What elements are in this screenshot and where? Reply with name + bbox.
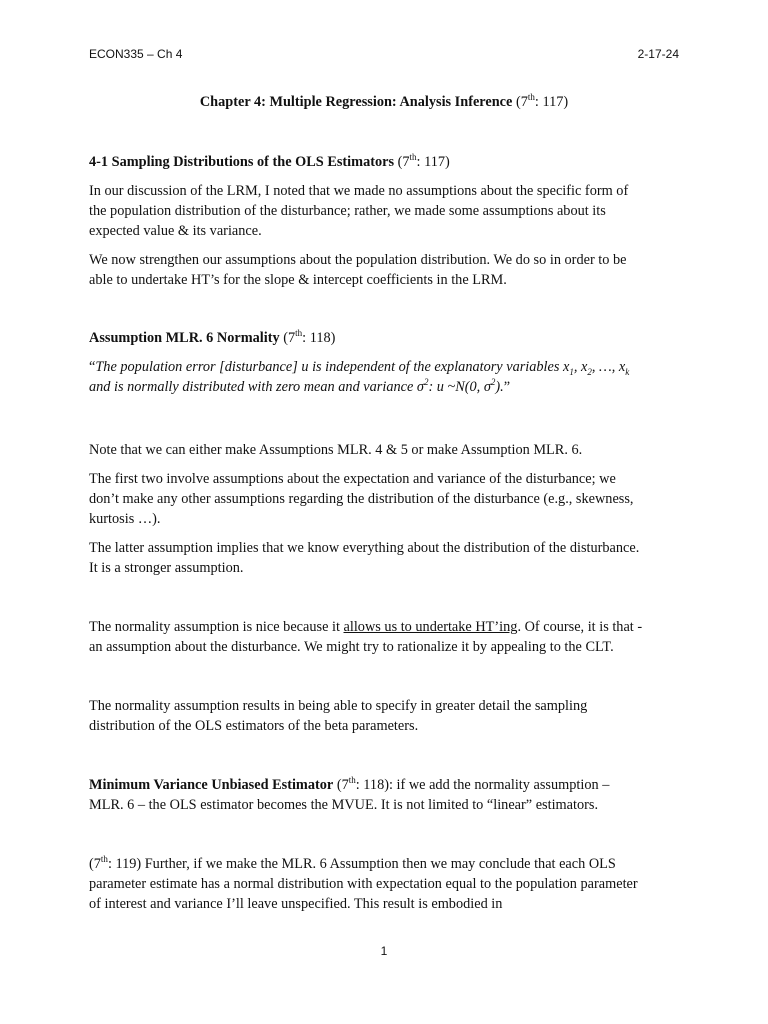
paragraph-line: kurtosis …). bbox=[89, 511, 161, 527]
paragraph-line: an assumption about the disturbance. We might try to rationalize it by appealing to the CLT. bbox=[89, 639, 614, 655]
paragraph-line: parameter estimate has a normal distribution with expectation equal to the population parameter bbox=[89, 876, 638, 892]
assumption-quote-line: and is normally distributed with zero mean and variance $\sigma^2$: u ~N(0, $\sigma^2$).” bbox=[89, 377, 511, 395]
section-heading-4-1: 4-1 Sampling Distributions of the OLS Estimators (7th: 117) bbox=[89, 152, 450, 170]
chapter-title: Chapter 4: Multiple Regression: Analysis Inference (7th: 117) bbox=[199, 92, 569, 110]
paragraph-line: (7th: 119) Further, if we make the MLR. 6 Assumption then we may conclude that each OLS bbox=[89, 854, 616, 872]
paragraph-line: don’t make any other assumptions regarding the distribution of the disturbance (e.g., skewness, bbox=[89, 491, 634, 507]
paragraph-line: the population distribution of the disturbance; rather, we made some assumptions about its bbox=[89, 203, 606, 219]
paragraph-line: distribution of the OLS estimators of the beta parameters. bbox=[89, 718, 419, 734]
page-number: 1 bbox=[380, 944, 388, 958]
mvue-paragraph-line: MLR. 6 – the OLS estimator becomes the MVUE. It is not limited to “linear” estimators. bbox=[89, 797, 599, 813]
paragraph-line: Note that we can either make Assumptions MLR. 4 & 5 or make Assumption MLR. 6. bbox=[89, 442, 583, 458]
header-date: 2-17-24 bbox=[637, 47, 679, 61]
paragraph-line: We now strengthen our assumptions about the population distribution. We do so in order to be bbox=[89, 252, 627, 268]
paragraph-line: The latter assumption implies that we know everything about the distribution of the disturbance. bbox=[89, 540, 640, 556]
assumption-heading: Assumption MLR. 6 Normality (7th: 118) bbox=[89, 328, 336, 346]
paragraph-line: of interest and variance I’ll leave unspecified. This result is embodied in bbox=[89, 896, 503, 912]
paragraph-line: expected value & its variance. bbox=[89, 223, 262, 239]
assumption-quote-line: “The population error [disturbance] u is independent of the explanatory variables $x_1$, $x_2$, …, $x_k$ bbox=[89, 359, 630, 377]
paragraph-line: The first two involve assumptions about the expectation and variance of the disturbance; we bbox=[89, 471, 616, 487]
paragraph-line: In our discussion of the LRM, I noted that we made no assumptions about the specific form of bbox=[89, 183, 629, 199]
mvue-paragraph-line: Minimum Variance Unbiased Estimator (7th: 118): if we add the normality assumption – bbox=[89, 775, 610, 793]
header-course: ECON335 – Ch 4 bbox=[89, 47, 183, 61]
paragraph-line: able to undertake HT’s for the slope & intercept coefficients in the LRM. bbox=[89, 272, 507, 288]
paragraph-line: The normality assumption is nice because it allows us to undertake HT’ing. Of course, it is that - bbox=[89, 619, 643, 635]
paragraph-line: The normality assumption results in being able to specify in greater detail the sampling bbox=[89, 698, 588, 714]
paragraph-line: It is a stronger assumption. bbox=[89, 560, 244, 576]
